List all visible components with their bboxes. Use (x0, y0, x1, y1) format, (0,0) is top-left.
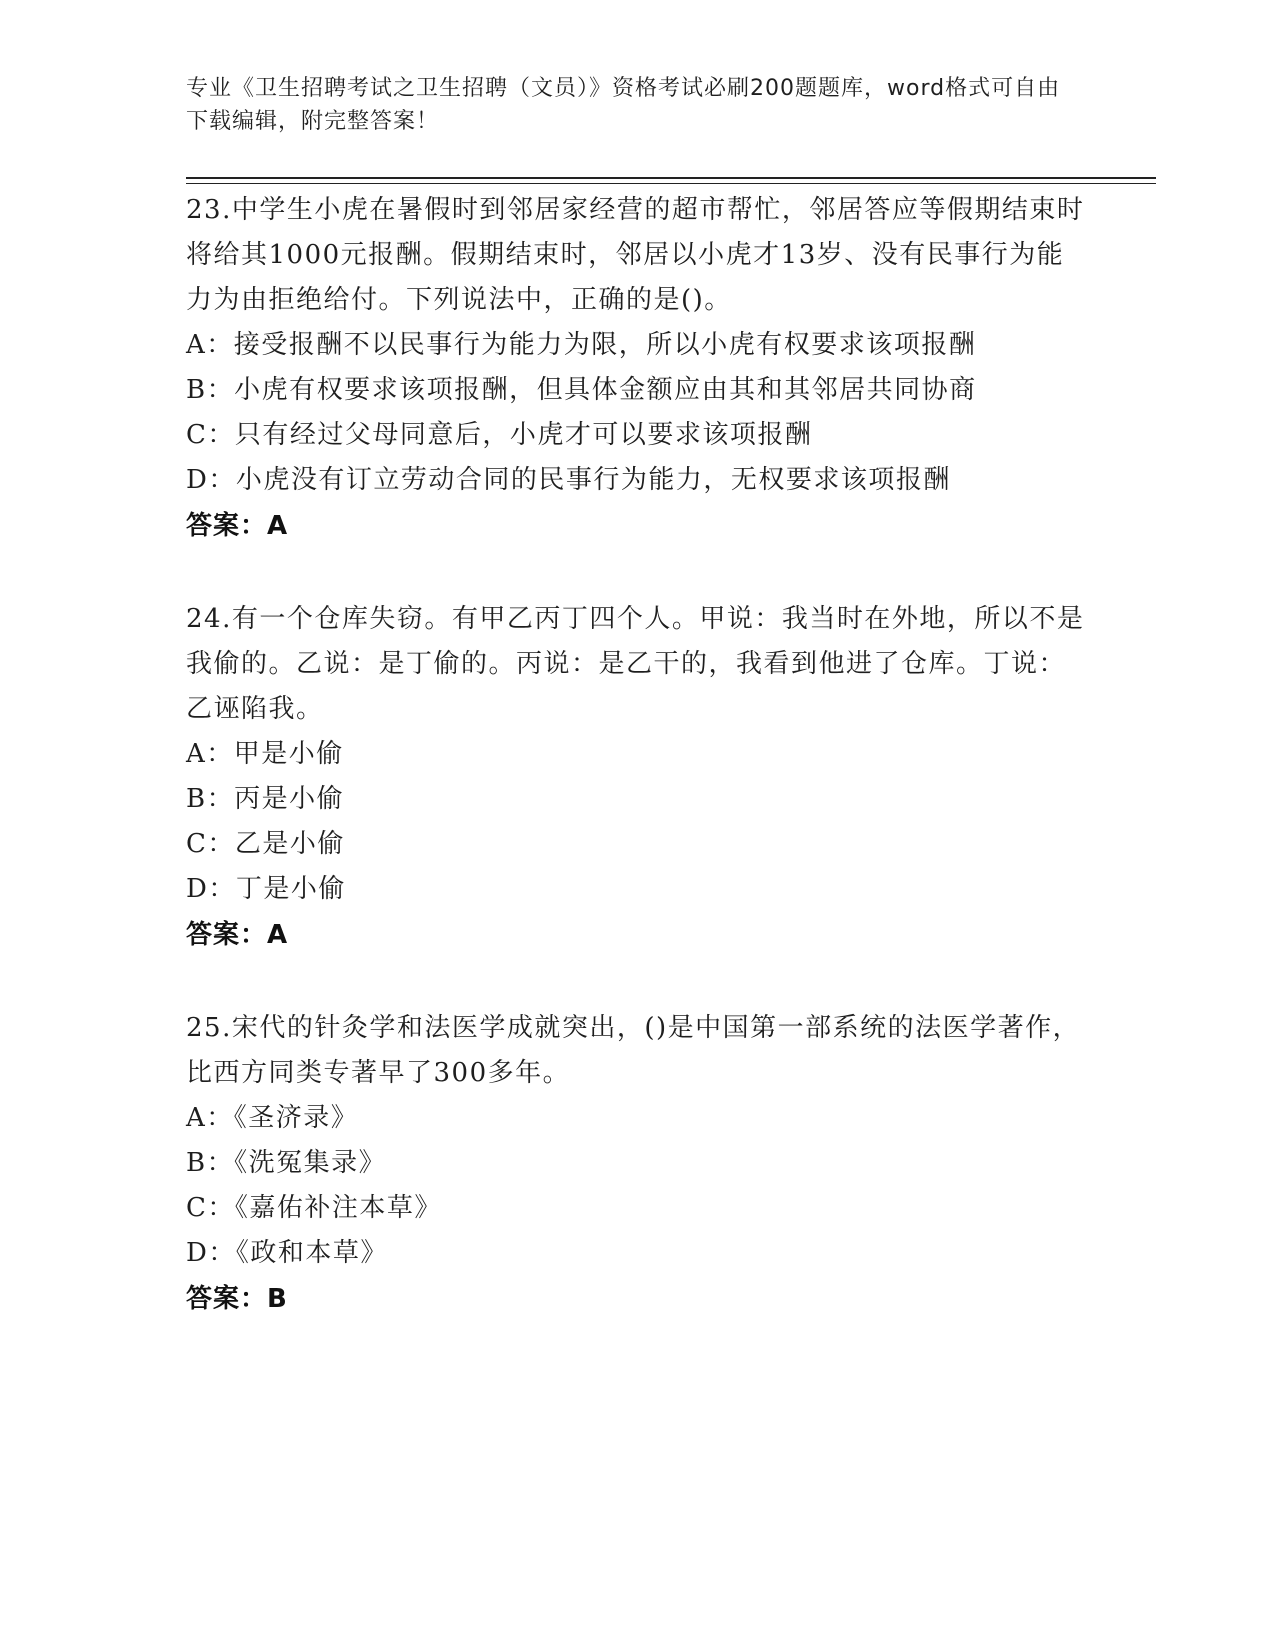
header-divider-thin (186, 183, 1156, 184)
answer-label: 答案：B (186, 1284, 288, 1314)
question-stem: 25.宋代的针灸学和法医学成就突出，()是中国第一部系统的法医学著作，比西方同类专著早了300多年。 (186, 1013, 1081, 1088)
option-c: C：《嘉佑补注本草》 (186, 1193, 442, 1223)
answer-label: 答案：A (186, 511, 289, 541)
option-b: B：丙是小偷 (186, 784, 345, 814)
question-stem: 24.有一个仓库失窃。有甲乙丙丁四个人。甲说：我当时在外地，所以不是我偷的。乙说：是丁偷的。丙说：是乙干的，我看到他进了仓库。丁说：乙诬陷我。 (186, 604, 1085, 724)
option-d: D：小虎没有订立劳动合同的民事行为能力，无权要求该项报酬 (186, 465, 951, 495)
question-stem: 23.中学生小虎在暑假时到邻居家经营的超市帮忙，邻居答应等假期结束时将给其1000元报酬。假期结束时，邻居以小虎才13岁、没有民事行为能力为由拒绝给付。下列说法中，正确的是()。 (186, 195, 1085, 315)
document-header: 专业《卫生招聘考试之卫生招聘（文员）》资格考试必刷200题题库，word格式可自由下载编辑，附完整答案！ (186, 76, 1061, 134)
answer-label: 答案：A (186, 920, 289, 950)
option-d: D：丁是小偷 (186, 874, 346, 904)
option-a: A：接受报酬不以民事行为能力为限，所以小虎有权要求该项报酬 (186, 330, 977, 360)
option-d: D：《政和本草》 (186, 1238, 388, 1268)
question-23 (186, 188, 1086, 549)
question-list (186, 188, 1086, 1370)
option-a: A：甲是小偷 (186, 739, 344, 769)
option-c: C：乙是小偷 (186, 829, 345, 859)
header-divider-thick (186, 177, 1156, 179)
question-25 (186, 1006, 1086, 1322)
option-b: B：《洗冤集录》 (186, 1148, 387, 1178)
question-24 (186, 597, 1086, 958)
option-b: B：小虎有权要求该项报酬，但具体金额应由其和其邻居共同协商 (186, 375, 977, 405)
option-a: A：《圣济录》 (186, 1103, 359, 1133)
option-c: C：只有经过父母同意后，小虎才可以要求该项报酬 (186, 420, 813, 450)
